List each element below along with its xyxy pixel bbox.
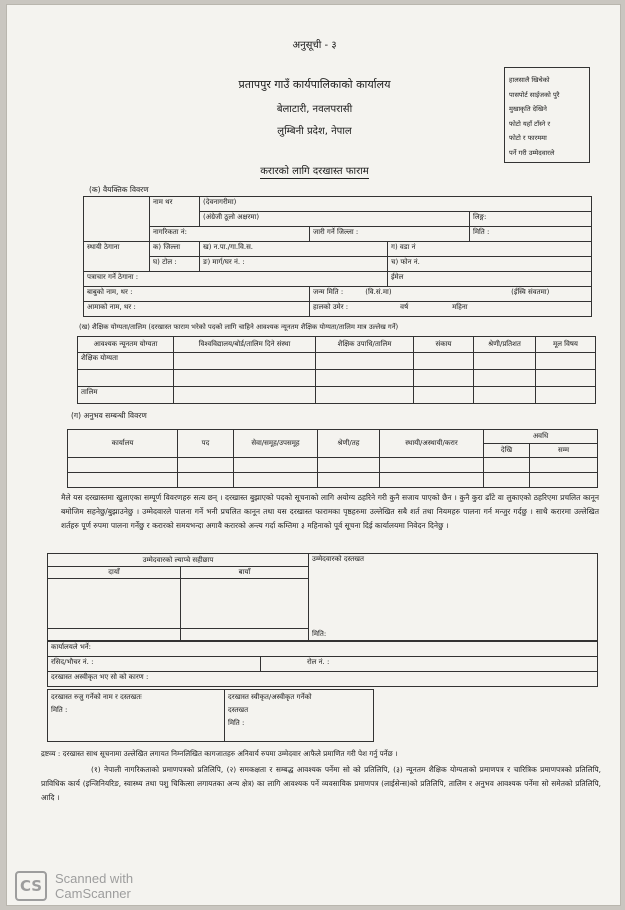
roll-number-field[interactable]: रोल नं. :	[261, 657, 598, 672]
col-level: श्रेणी/तह	[318, 430, 380, 458]
col-status: स्थायी/अस्थायी/करार	[380, 430, 484, 458]
table-row	[78, 353, 596, 370]
documents-list: (१) नेपाली नागरिकताको प्रमाणपत्रको प्रतिलिपि, (२) समकक्षता र सम्बद्ध आवश्यक पर्नेमा सो को प्रतिलिपि, (३) न्यूनतम शैक्षिक योग्यताको प्रमाणपत्र र चारित्रिक प्रमाणपत्रको प्रतिलिपि, प्राविधिक कार्य (इन्जिनियरिङ, स्वास्थ्य तथा पशु चिकित्सा लगायतका अन्य क्षेत्र) का लागि आवश्यक पर्ने व्यवसायिक प्रमाणपत्र (लाईसेन्स)को प्रतिलिपि, तालिम र अनुभव आवश्यक पर्नेमा सो समेतको प्रतिलिपि, आदि ।	[41, 765, 601, 802]
street-field[interactable]: ङ) मार्ग/घर नं. :	[200, 257, 388, 272]
table-row	[78, 387, 596, 404]
watermark-line1: Scanned with	[55, 871, 134, 886]
annex-number: अनुसूची - ३	[292, 40, 337, 51]
signature-table	[47, 553, 598, 641]
row-label	[78, 370, 174, 387]
permanent-address-label: स्थायी ठेगाना	[84, 242, 150, 272]
mother-name-field[interactable]: आमाको नाम, थर :	[84, 302, 310, 317]
personal-heading: (क) वैयक्तिक विवरण	[89, 185, 149, 194]
father-name-field[interactable]: बाबुको नाम, थर :	[84, 287, 310, 302]
personal-details-table	[83, 196, 592, 317]
experience-table	[67, 429, 598, 488]
tole-field[interactable]: घ) टोल :	[150, 257, 200, 272]
left-thumb-label: बायाँ	[181, 567, 309, 579]
reject-reason-field[interactable]: दरखास्त अस्वीकृत भए सो को कारण :	[48, 672, 598, 687]
form-title: करारको लागि दरखास्त फाराम	[260, 166, 369, 177]
row-label: शैक्षिक योग्यता	[78, 353, 174, 370]
age-field[interactable]: हालको उमेर : वर्ष महिना	[310, 302, 592, 317]
education-table	[77, 336, 596, 404]
approver-field[interactable]: दरखास्त स्वीकृत/अस्वीकृत गर्नेको दस्तखत मिति :	[225, 690, 374, 742]
issue-district-field[interactable]: जारी गर्ने जिल्ला :	[310, 227, 470, 242]
note-text: द्रष्टव्य : दरखास्त साथ सूचनामा उल्लेखित लगायत निम्नलिखित कागजातहरु अनिवार्य रुपमा उम्मेदवार आफैले प्रमाणित गरी पेश गर्नु पर्नेछ ।	[41, 749, 398, 758]
issue-date-field[interactable]: मिति :	[470, 227, 592, 242]
form-page	[6, 4, 621, 906]
col-duration: अवधि	[484, 430, 598, 444]
camscanner-logo-icon: CS	[15, 871, 47, 901]
watermark-line2: CamScanner	[55, 886, 131, 901]
col-post: पद	[178, 430, 234, 458]
name-english-field[interactable]: (अंग्रेजी ठूलो अक्षरमा)	[200, 212, 470, 227]
fingerprint-label: उम्मेदवारको ल्याप्चे सहीछाप	[48, 554, 309, 567]
col-division: श्रेणी/प्रतिशत	[474, 337, 536, 353]
mailing-address-field[interactable]: पत्राचार गर्ने ठेगाना :	[84, 272, 388, 287]
experience-heading: (ग) अनुभव सम्बन्धी विवरण	[71, 411, 147, 420]
citizenship-field[interactable]: नागरिकता नं:	[150, 227, 310, 242]
col-university: विश्वविद्यालय/बोर्ड/तालिम दिने संस्था	[174, 337, 316, 353]
name-devanagari-field[interactable]: (देवनागरीमा)	[200, 197, 592, 212]
col-office: कार्यालय	[68, 430, 178, 458]
col-min-qualification: आवश्यक न्यूनतम योग्यता	[78, 337, 174, 353]
office-province: लुम्बिनी प्रदेश, नेपाल	[277, 126, 352, 137]
name-label: नाम थर	[150, 197, 200, 227]
office-use-table	[47, 641, 598, 687]
table-row	[68, 458, 598, 473]
office-location: बेलाटारी, नवलपरासी	[276, 104, 353, 115]
office-use-heading: कार्यालयले भर्ने:	[48, 642, 598, 657]
gender-field[interactable]: लिङ्ग:	[470, 212, 592, 227]
dob-ad-field[interactable]: (ईस्वि संवतमा)	[470, 287, 592, 302]
receipt-field[interactable]: रसिद/भौचर नं. :	[48, 657, 261, 672]
col-from: देखि	[484, 444, 530, 458]
dob-field[interactable]: जन्म मिति : (वि.सं.मा)	[310, 287, 470, 302]
table-row	[68, 473, 598, 488]
ward-field[interactable]: ग) वडा नं	[388, 242, 592, 257]
office-name: प्रतापपुर गाउँ कार्यपालिकाको कार्यालय	[238, 78, 391, 91]
phone-field[interactable]: च) फोन नं.	[388, 257, 592, 272]
row-label: तालिम	[78, 387, 174, 404]
district-field[interactable]: क) जिल्ला	[150, 242, 200, 257]
col-faculty: संकाय	[414, 337, 474, 353]
right-thumb-label: दायाँ	[48, 567, 181, 579]
candidate-signature-field[interactable]: उम्मेदवारको दस्तखत	[309, 554, 598, 629]
col-degree: शैक्षिक उपाधि/तालिम	[316, 337, 414, 353]
checker-field[interactable]: दरखास्त रुजु गर्नेको नाम र दस्तखतः मिति :	[48, 690, 225, 742]
table-row	[78, 370, 596, 387]
verification-table	[47, 689, 374, 742]
email-field[interactable]: ईमेल	[388, 272, 592, 287]
municipality-field[interactable]: ख) न.पा./गा.वि.स.	[200, 242, 388, 257]
col-major: मूल विषय	[536, 337, 596, 353]
right-thumb-box[interactable]	[48, 579, 181, 629]
col-to: सम्म	[530, 444, 598, 458]
scanner-watermark	[15, 871, 133, 901]
photo-box: हालसालै खिचेको पासपोर्ट साईजको पुरै मुखाकृति देखिने फोटो यहाँ टाँस्ने र फोटो र फारममा पर्ने गरी उम्मेदवारले	[504, 67, 590, 163]
declaration-text: मैले यस दरखास्तमा खुलाएका सम्पूर्ण विवरणहरु सत्य छन् । दरखास्त बुझाएको पदको सूचनाको लागि अयोग्य ठहरिने गरी कुनै सजाय पाएको छैन । कुनै कुरा ढाँटे वा लुकाएको ठहरिएमा प्रचलित कानून बमोजिम सहनेछु/बुझाउनेछु । उम्मेदवारले पालना गर्ने भनी प्रचलित कानून तथा यस दरखास्त फारामका पृष्ठहरुमा उल्लेखित सबै शर्त तथा नियमहरु पालना गर्न मन्जुर गर्दछु । साथै करारमा उल्लेखित शर्तहरु पूर्ण रुपमा पालना गर्नेछु र करारको समयभन्दा अगावै करारको अन्त्य गर्दा कम्तिमा ३ महिनाको पूर्व सूचना दिई कार्यालयमा निवेदन दिनेछु ।	[61, 493, 599, 530]
signature-date-field[interactable]: मिति:	[309, 629, 598, 641]
col-service: सेवा/समूह/उपसमूह	[234, 430, 318, 458]
education-heading: (ख) शैक्षिक योग्यता/तालिम (दरखास्त फाराम भरेको पदको लागि चाहिने आवश्यक न्यूनतम शैक्षिक योग्यता/तालिम मात्र उल्लेख गर्ने)	[79, 323, 399, 331]
left-thumb-box[interactable]	[181, 579, 309, 629]
